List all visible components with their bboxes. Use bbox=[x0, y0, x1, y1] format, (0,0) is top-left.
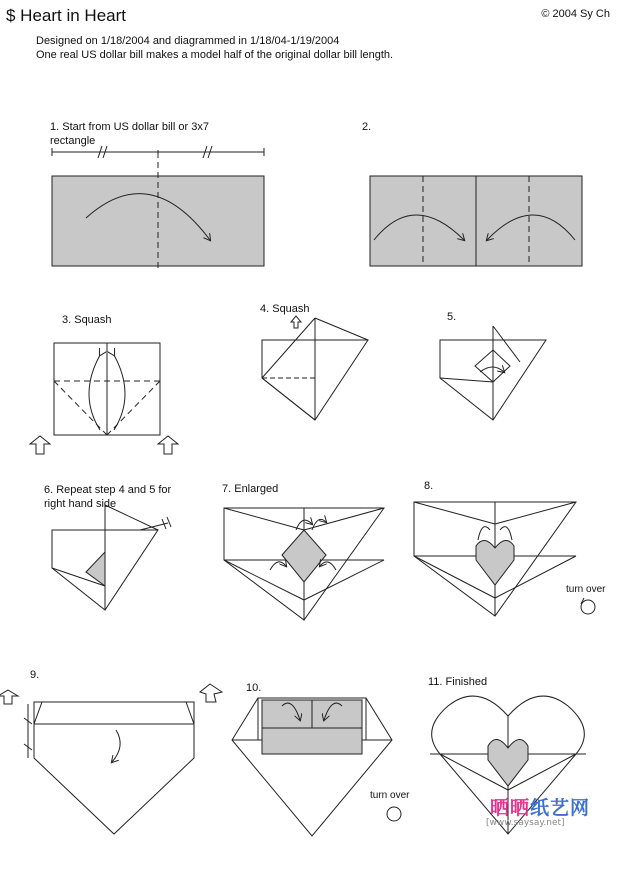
turn-over-label-step-8: turn over bbox=[566, 584, 606, 595]
step-6-figure bbox=[52, 505, 171, 610]
copyright: © 2004 Sy Ch bbox=[541, 8, 610, 20]
step-6-label: 6. Repeat step 4 and 5 for bbox=[44, 484, 172, 496]
step-1-label: 1. Start from US dollar bill or 3x7 bbox=[50, 121, 209, 133]
step-7-figure bbox=[224, 508, 384, 620]
step-11-label: 11. Finished bbox=[428, 676, 488, 688]
watermark-url: [www.saysay.net] bbox=[486, 818, 565, 828]
step-1-label-cont: rectangle bbox=[50, 135, 96, 147]
step-9-label: 9. bbox=[30, 669, 40, 681]
step-4-figure bbox=[262, 316, 368, 420]
model-note-line: One real US dollar bill makes a model half of the original dollar bill length. bbox=[36, 49, 394, 61]
step-8-figure bbox=[414, 502, 595, 616]
step-2-label: 2. bbox=[362, 121, 372, 133]
watermark-logo-a: 晒晒 bbox=[490, 797, 531, 819]
step-8-label: 8. bbox=[424, 480, 434, 492]
page-title: $ Heart in Heart bbox=[6, 6, 126, 25]
step-9-figure bbox=[0, 684, 222, 834]
watermark-logo-b: 纸艺网 bbox=[530, 797, 591, 819]
turn-over-label-step-10: turn over bbox=[370, 790, 410, 801]
step-6-label-cont: right hand side bbox=[44, 498, 117, 510]
step-10-figure bbox=[232, 698, 401, 836]
step-3-label: 3. Squash bbox=[62, 314, 112, 326]
step-1-figure bbox=[52, 146, 264, 268]
step-5-figure bbox=[440, 326, 546, 420]
step-5-label: 5. bbox=[447, 311, 457, 323]
step-2-figure bbox=[370, 176, 582, 266]
step-4-label: 4. Squash bbox=[260, 303, 310, 315]
step-10-label: 10. bbox=[246, 682, 262, 694]
step-7-label: 7. Enlarged bbox=[222, 483, 279, 495]
watermark-logo bbox=[490, 793, 590, 820]
design-date-line: Designed on 1/18/2004 and diagrammed in 1/18/04-1/19/2004 bbox=[36, 35, 340, 47]
step-3-figure bbox=[30, 343, 178, 454]
